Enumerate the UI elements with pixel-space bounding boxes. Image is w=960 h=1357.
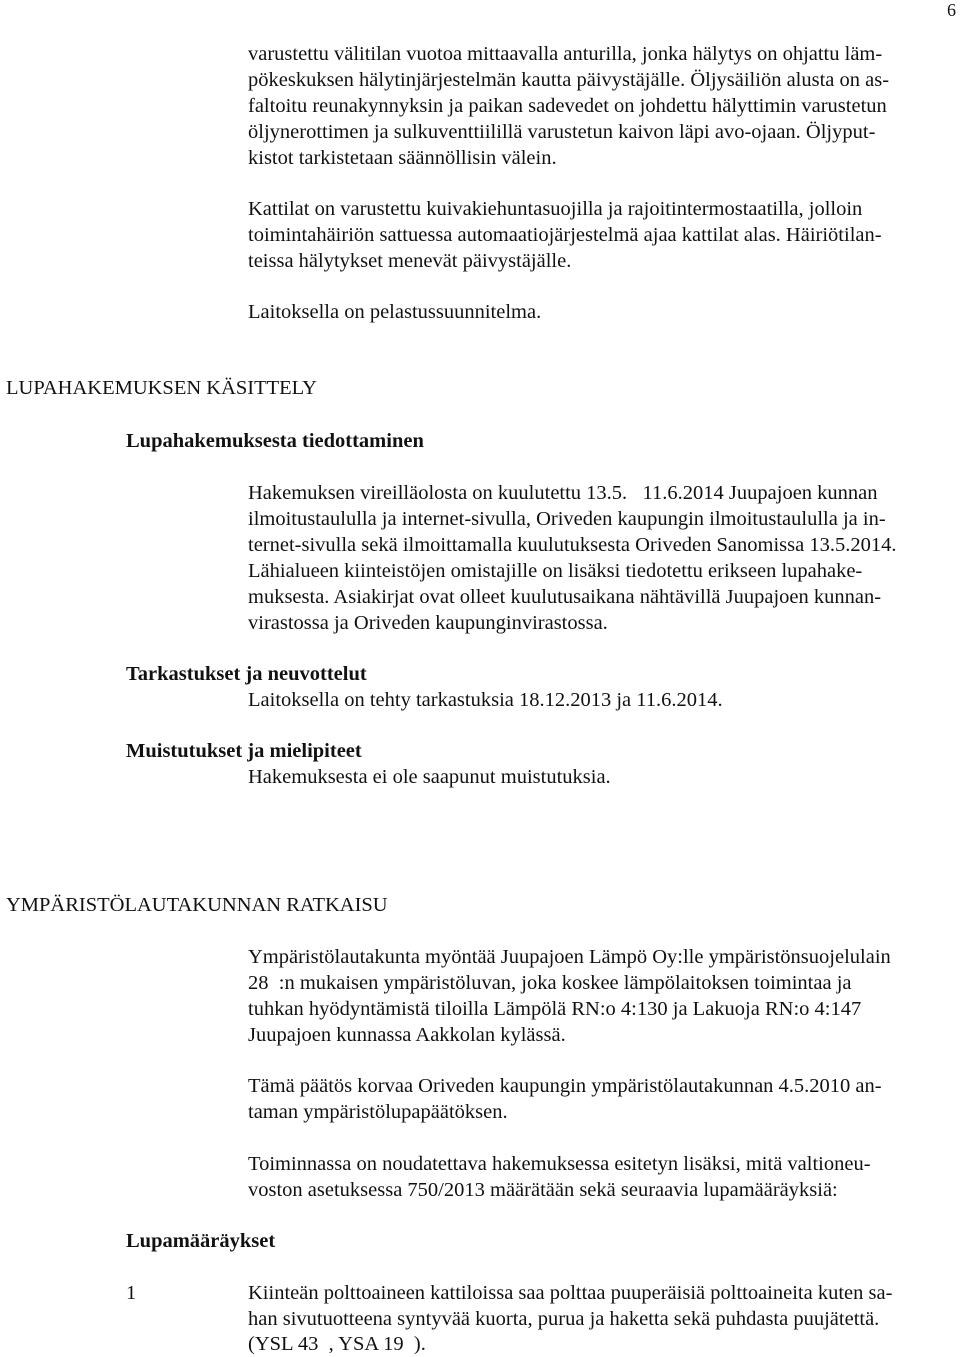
text-line: Ympäristölautakunta myöntää Juupajoen Lämpö Oy:lle ympäristönsuojelulain — [248, 946, 891, 968]
text-line: Kiinteän polttoaineen kattiloissa saa polttaa puuperäisiä polttoaineita kuten sa- — [248, 1282, 893, 1304]
text-line: öljynerottimen ja sulkuventtiilillä varustetun kaivon läpi avo-ojaan. Öljyput- — [248, 121, 876, 143]
intro-paragraph-3: Laitoksella on pelastussuunnitelma. — [248, 301, 542, 323]
text-line: Kattilat on varustettu kuivakiehuntasuojilla ja rajoitintermostaatilla, jolloin — [248, 198, 863, 220]
text-line: voston asetuksessa 750/2013 määrätään sekä seuraavia lupamääräyksiä: — [248, 1179, 838, 1201]
text-line: ilmoitustaululla ja internet-sivulla, Oriveden kaupungin ilmoitustaululla ja in- — [248, 508, 886, 530]
subheading-tiedottaminen: Lupahakemuksesta tiedottaminen — [126, 430, 424, 452]
text-line: varustettu välitilan vuotoa mittaavalla anturilla, jonka hälytys on ohjattu läm- — [248, 43, 883, 65]
text-line: Lähialueen kiinteistöjen omistajille on lisäksi tiedotettu erikseen lupahake- — [248, 560, 863, 582]
text-line: muksesta. Asiakirjat ovat olleet kuulutusaikana nähtävillä Juupajoen kunnan- — [248, 586, 882, 608]
text-line: pökeskuksen hälytinjärjestelmän kautta päivystäjälle. Öljysäiliön alusta on as- — [248, 69, 890, 91]
tarkastukset-text: Laitoksella on tehty tarkastuksia 18.12.2013 ja 11.6.2014. — [248, 689, 723, 711]
text-line: Hakemuksen vireilläolosta on kuulutettu 13.5. 11.6.2014 Juupajoen kunnan — [248, 482, 878, 504]
section-heading-ympäristölautakunnan-ratkaisu: YMPÄRISTÖLAUTAKUNNAN RATKAISU — [6, 894, 388, 916]
text-line: virastossa ja Oriveden kaupunginvirastossa. — [248, 612, 608, 634]
text-line: ternet-sivulla sekä ilmoittamalla kuulutuksesta Oriveden Sanomissa 13.5.2014. — [248, 534, 897, 556]
text-line: han sivutuotteena syntyvää kuorta, purua ja haketta sekä puhdasta puujätettä. — [248, 1308, 880, 1330]
text-line: taman ympäristölupapäätöksen. — [248, 1101, 508, 1123]
subheading-muistutukset: Muistutukset ja mielipiteet — [126, 740, 362, 762]
text-line: tuhkan hyödyntämistä tiloilla Lämpölä RN:o 4:130 ja Lakuoja RN:o 4:147 — [248, 998, 862, 1020]
condition-number: 1 — [126, 1282, 137, 1304]
text-line: Toiminnassa on noudatettava hakemuksessa esitetyn lisäksi, mitä valtioneu- — [248, 1153, 871, 1175]
subheading-lupamaaraykset: Lupamääräykset — [126, 1230, 276, 1252]
text-line: toimintahäiriön sattuessa automaatiojärjestelmä ajaa kattilat alas. Häiriötilan- — [248, 224, 882, 246]
section-heading-lupahakemuksen-kasittely: LUPAHAKEMUKSEN KÄSITTELY — [6, 377, 317, 399]
subheading-tarkastukset: Tarkastukset ja neuvottelut — [126, 663, 367, 685]
text-line: kistot tarkistetaan säännöllisin välein. — [248, 147, 557, 169]
text-line: Juupajoen kunnassa Aakkolan kylässä. — [248, 1024, 566, 1046]
text-line: teissa hälytykset menevät päivystäjälle. — [248, 250, 572, 272]
muistutukset-text: Hakemuksesta ei ole saapunut muistutuksia. — [248, 766, 611, 788]
text-line: (YSL 43 , YSA 19 ). — [248, 1333, 426, 1355]
text-line: 28 :n mukaisen ympäristöluvan, joka koskee lämpölaitoksen toimintaa ja — [248, 972, 852, 994]
page-number: 6 — [947, 0, 956, 20]
text-line: Tämä päätös korvaa Oriveden kaupungin ympäristölautakunnan 4.5.2010 an- — [248, 1075, 882, 1097]
text-line: faltoitu reunakynnyksin ja paikan sadevedet on johdettu hälyttimin varustetun — [248, 95, 887, 117]
